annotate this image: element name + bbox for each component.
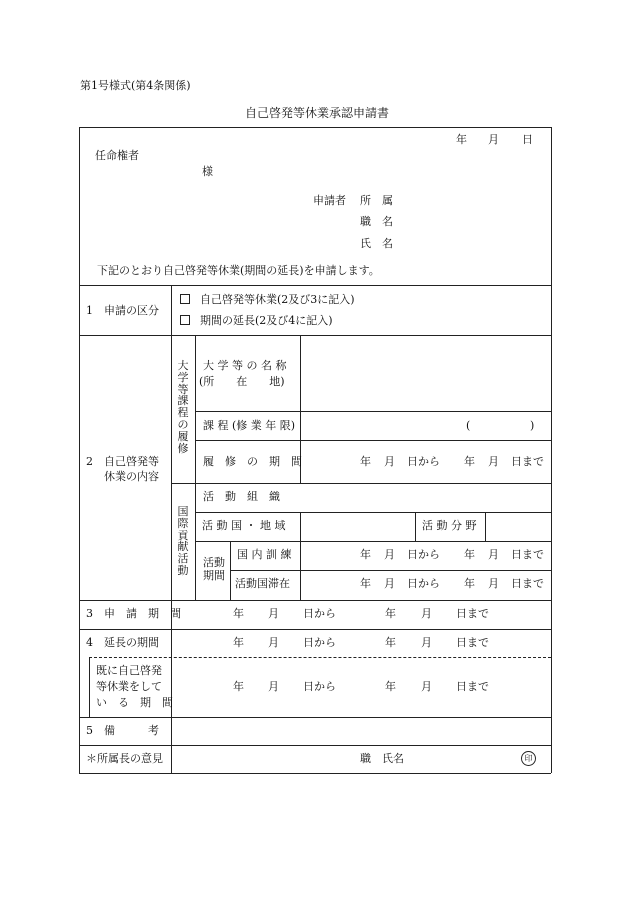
checkbox-extension[interactable]: [180, 315, 190, 325]
prior-leave-label-line1: 既に自己啓発: [96, 664, 162, 677]
name-label: 氏 名: [360, 237, 393, 250]
study-period-label: 履 修 の 期 間: [203, 455, 302, 468]
activity-field-label: 活 動 分 野: [422, 519, 477, 532]
application-statement: 下記のとおり自己啓発等休業(期間の延長)を申請します。: [97, 264, 380, 277]
form-number-label: 第1号様式(第4条関係): [80, 79, 191, 92]
course-paren-close: ): [530, 419, 535, 432]
section1-label: 1 申請の区分: [86, 304, 159, 317]
activity-period-label: 活動期間: [203, 556, 225, 582]
section2-label-line2: 休業の内容: [104, 470, 159, 483]
university-name-label: 大 学 等 の 名 称: [203, 359, 287, 372]
international-contribution-group-label: 国際貢献活動: [177, 505, 189, 577]
affiliation-label: 所 属: [360, 194, 393, 207]
prior-leave-label-line3: い る 期 間: [96, 696, 173, 709]
header-day: 日: [522, 133, 533, 146]
header-year: 年: [456, 133, 467, 146]
section2-label-line1: 2 自己啓発等: [86, 455, 159, 468]
university-course-group-label: 大学等課程の履修: [177, 359, 189, 455]
overseas-stay-label: 活動国滞在: [235, 577, 290, 590]
course-paren-open: (: [466, 419, 471, 432]
appointer-label: 任命権者: [95, 149, 139, 162]
prior-leave-label-line2: 等休業をして: [96, 680, 162, 693]
domestic-training-label: 国 内 訓 練: [237, 548, 292, 561]
activity-organization-label: 活 動 組 織: [203, 490, 280, 503]
activity-country-label: 活 動 国 ・ 地 域: [202, 519, 286, 532]
applicant-label: 申請者: [313, 194, 346, 207]
position-label: 職 名: [360, 215, 393, 228]
option-self-development[interactable]: 自己啓発等休業(2及び3に記入): [180, 294, 355, 305]
section3-label: 3 申 請 期 間: [86, 607, 181, 620]
header-month: 月: [488, 133, 499, 146]
document-title: 自己啓発等休業承認申請書: [245, 106, 390, 120]
course-label: 課 程 (修 業 年 限): [203, 419, 296, 432]
university-location-label: (所 在 地): [199, 375, 285, 388]
supervisor-opinion-label: ＊所属長の意見: [86, 752, 163, 765]
honorific-sama: 様: [202, 165, 213, 178]
section5-label: 5 備 考: [86, 724, 159, 737]
option-extension[interactable]: 期間の延長(2及び4に記入): [180, 315, 333, 326]
supervisor-position-name-label: 職 氏名: [360, 752, 404, 765]
seal-mark-icon: 印: [521, 751, 536, 766]
section4-label: 4 延長の期間: [86, 636, 159, 649]
checkbox-self-development[interactable]: [180, 294, 190, 304]
